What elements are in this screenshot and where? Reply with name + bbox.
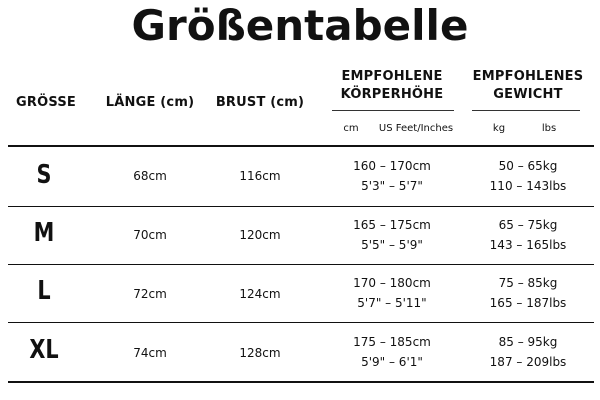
- height-cm-cell: 170 – 180cm: [353, 276, 431, 290]
- header-height-line2: KÖRPERHÖHE: [340, 87, 444, 102]
- size-label: L: [37, 276, 51, 306]
- size-label: M: [33, 218, 55, 248]
- header-height-sub-cm: cm: [343, 123, 359, 134]
- header-weight-sub-lbs: lbs: [541, 123, 557, 134]
- chest-cell: 116cm: [239, 169, 281, 183]
- row-divider: [8, 322, 594, 323]
- length-cell: 74cm: [133, 346, 167, 360]
- header-weight-sub-kg: kg: [492, 123, 506, 134]
- weight-kg-cell: 50 – 65kg: [498, 159, 558, 173]
- height-cm-cell: 165 – 175cm: [353, 218, 431, 232]
- weight-lbs-cell: 187 – 209lbs: [489, 355, 567, 369]
- header-length: LÄNGE (cm): [105, 95, 195, 110]
- header-height-line1: EMPFOHLENE: [341, 69, 443, 84]
- row-divider: [8, 264, 594, 265]
- height-ft-cell: 5'9" – 6'1": [361, 355, 423, 369]
- length-cell: 70cm: [133, 228, 167, 242]
- length-cell: 72cm: [133, 287, 167, 301]
- height-ft-cell: 5'7" – 5'11": [357, 296, 427, 310]
- weight-kg-cell: 65 – 75kg: [498, 218, 558, 232]
- size-label: S: [36, 160, 52, 190]
- length-cell: 68cm: [133, 169, 167, 183]
- row-divider: [8, 206, 594, 207]
- header-weight-line2: GEWICHT: [493, 87, 563, 102]
- header-height-divider: [332, 110, 454, 111]
- chest-cell: 124cm: [239, 287, 281, 301]
- size-label: XL: [29, 335, 59, 365]
- header-weight-divider: [472, 110, 580, 111]
- height-cm-cell: 160 – 170cm: [353, 159, 431, 173]
- height-ft-cell: 5'5" – 5'9": [361, 238, 423, 252]
- header-size: GRÖSSE: [16, 95, 76, 110]
- weight-lbs-cell: 110 – 143lbs: [489, 179, 567, 193]
- chest-cell: 128cm: [239, 346, 281, 360]
- weight-kg-cell: 75 – 85kg: [498, 276, 558, 290]
- header-bottom-rule: [8, 145, 594, 147]
- height-ft-cell: 5'3" – 5'7": [361, 179, 423, 193]
- table-bottom-rule: [8, 381, 594, 383]
- header-chest: BRUST (cm): [215, 95, 305, 110]
- chest-cell: 120cm: [239, 228, 281, 242]
- header-height-sub-us: US Feet/Inches: [378, 123, 454, 134]
- height-cm-cell: 175 – 185cm: [353, 335, 431, 349]
- header-weight-line1: EMPFOHLENES: [472, 69, 584, 84]
- page-title: Größentabelle: [131, 1, 469, 50]
- weight-lbs-cell: 143 – 165lbs: [489, 238, 567, 252]
- weight-kg-cell: 85 – 95kg: [498, 335, 558, 349]
- weight-lbs-cell: 165 – 187lbs: [489, 296, 567, 310]
